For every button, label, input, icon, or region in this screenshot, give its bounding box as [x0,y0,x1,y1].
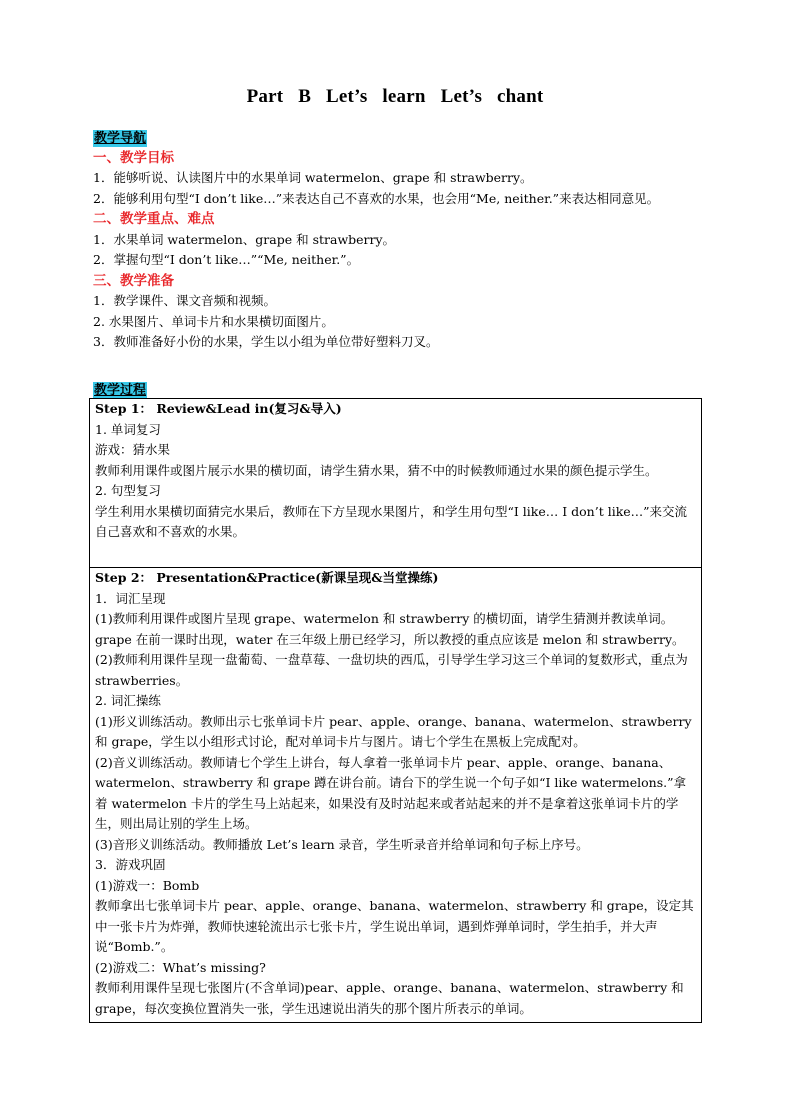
step1-line: 1. 单词复习 [95,421,161,437]
step2-line: (1)形义训练活动。教师出示七张单词卡片 pear、apple、orange、banana、watermelon、strawberry 和 grape，学生以小组形式讨论，配对单词卡片与图片。请七个学生在黑板上完成配对。 [95,713,692,749]
step2-line: (2)音义训练活动。教师请七个学生上讲台，每人拿着一张单词卡片 pear、apple、orange、banana、watermelon、strawberry 和 grape 蹲在讲台前。请台下的学生说一个句子如“I like watermelons.”拿着 watermelon 卡片的学生马上站起来，如果没有及时站起来或者站起来的并不是拿着这张单词卡片的学生，则出局让别的学生上场。 [95,754,686,831]
process-tag-wrap [93,379,708,399]
step2-line: (2)教师利用课件呈现一盘葡萄、一盘草莓、一盘切块的西瓜，引导学生学习这三个单词的复数形式，重点为 strawberries。 [95,652,688,688]
teaching-navigation [93,127,708,353]
preparation-item: 3．教师准备好小份的水果，学生以小组为单位带好塑料刀叉。 [93,334,439,349]
step2-line: (3)音形义训练活动。教师播放 Let’s learn 录音，学生听录音并给单词和句子标上序号。 [95,836,589,852]
step2-line: 教师拿出七张单词卡片 pear、apple、orange、banana、watermelon、strawberry 和 grape，设定其中一张卡片为炸弹，教师快速轮流出示七张卡片，学生说出单词，遇到炸弹单词时，学生拍手，并大声说“Bomb.”。 [95,898,694,954]
step1-heading: Step 1： Review&Lead in(复习&导入) [95,401,342,416]
step2-heading: Step 2： Presentation&Practice(新课呈现&当堂操练) [95,570,439,585]
page-title: Part B Let’s learn Let’s chant [246,86,544,107]
step2-line: 3．游戏巩固 [95,857,166,872]
step1-line: 教师利用课件或图片展示水果的横切面，请学生猜水果，猜不中的时候教师通过水果的颜色提示学生。 [95,462,658,478]
nav-tag: 教学导航 [94,131,147,146]
step2-line: (1)教师利用课件或图片呈现 grape、watermelon 和 strawberry 的横切面，请学生猜测并教读单词。grape 在前一课时出现，water 在三年级上册已经学习，所以教授的重点应该是 melon 和 strawberry。 [95,611,685,647]
step2-cell [90,568,701,1022]
step2-line: (1)游戏一：Bomb [95,877,200,893]
preparation-item: 1．教学课件、课文音频和视频。 [93,293,276,308]
objective-item: 1．能够听说、认读图片中的水果单词 watermelon、grape 和 strawberry。 [93,170,533,185]
objectives-heading: 一、教学目标 [93,149,174,166]
step2-line: (2)游戏二：What’s missing? [95,959,266,975]
objective-item: 2．能够利用句型“I don’t like…”来表达自己不喜欢的水果，也会用“Me, neither.”来表达相同意见。 [93,190,660,206]
preparation-item: 2. 水果图片、单词卡片和水果横切面图片。 [93,313,334,329]
step1-line: 游戏：猜水果 [95,442,171,457]
step2-line: 2. 词汇操练 [95,693,161,708]
step2-line: 1．词汇呈现 [95,590,166,606]
key-points-heading: 二、教学重点、难点 [93,211,215,227]
step2-line: 教师利用课件呈现七张图片(不含单词)pear、apple、orange、banana、watermelon、strawberry 和 grape，每次变换位置消失一张，学生迅速说出消失的那个图片所表示的单词。 [95,980,684,1016]
process-tag: 教学过程 [94,383,147,398]
preparation-heading: 三、教学准备 [93,272,174,289]
key-point-item: 2．掌握句型“I don’t like…”“Me, neither.”。 [93,252,360,267]
step1-line: 2. 句型复习 [95,483,161,498]
step1-line: 学生利用水果横切面猜完水果后，教师在下方呈现水果图片，和学生用句型“I like… I don’t like…”来交流自己喜欢和不喜欢的水果。 [95,503,688,539]
key-point-item: 1．水果单词 watermelon、grape 和 strawberry。 [93,231,396,247]
step1-cell [90,399,701,568]
process-table [89,398,702,1023]
